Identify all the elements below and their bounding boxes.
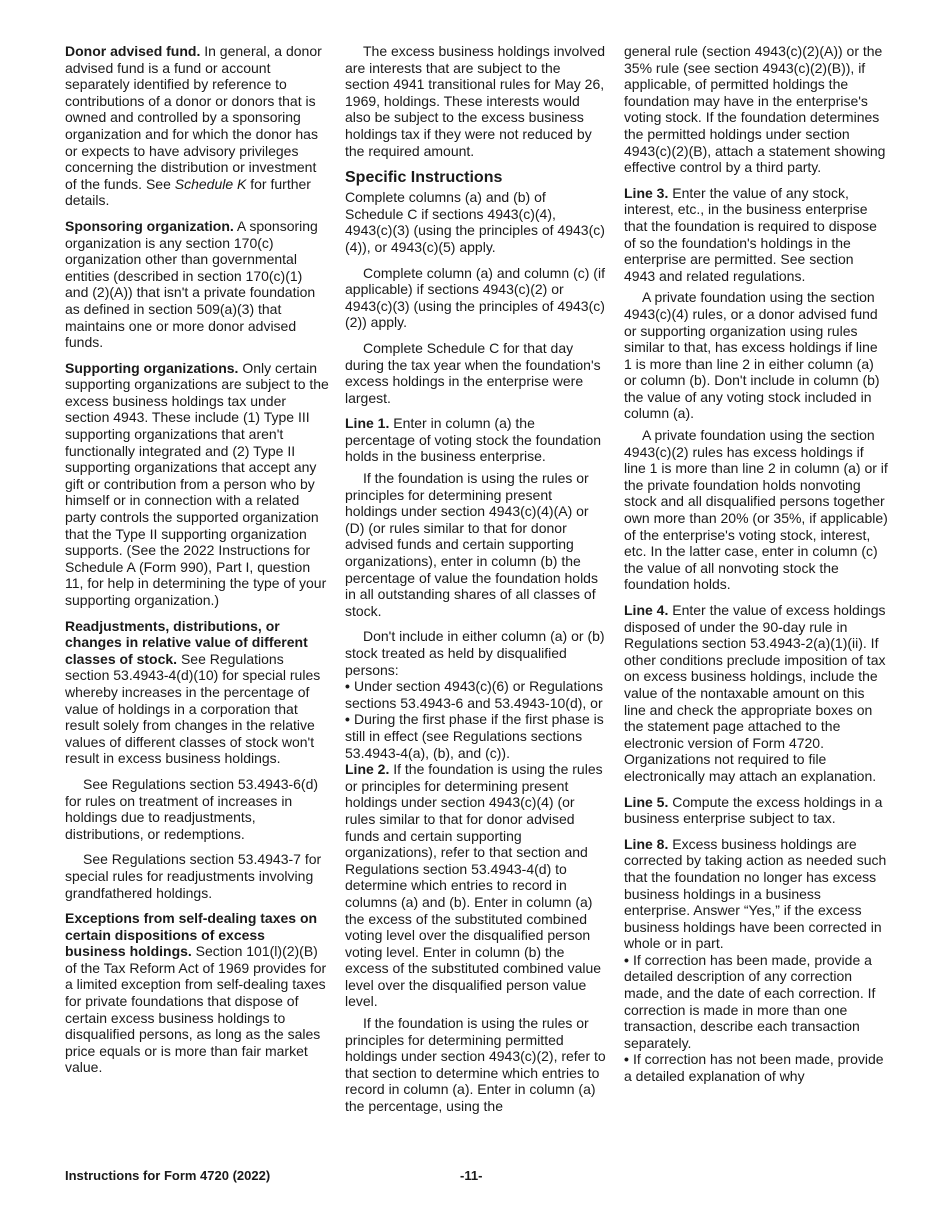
supporting-organizations-paragraph [65,360,329,609]
line-1-text: Enter in column (a) the percentage of voting stock the foundation holds in the business enterprise. [345,415,602,465]
bullet-text: During the first phase if the first phase is still in effect (see Regulations sections 53.4943-4(a), (b), and (c)). [345,711,604,761]
line-4-heading: Line 4. [624,602,669,618]
columns-ac-paragraph: Complete column (a) and column (c) (if applicable) if sections 4943(c)(2) or 4943(c)(3) (using the principles of 4943(c)(2)) apply. [345,264,605,331]
page-number: -11- [460,1168,483,1183]
private-foundation-4c2-paragraph: A private foundation using the section 4943(c)(2) rules has excess holdings if line 1 is more than line 2 in column (a) or if the private foundation holds nonvoting stock and all disqualified persons together own more than 20% (or 35%, if applicable) of the enterprise's voting stock, interest, etc. In the latter case, enter in column (c) the value of all nonvoting stock the foundation holds. [624,427,888,593]
donor-advised-fund-paragraph [65,43,329,209]
list-item [624,952,888,1052]
line-4-paragraph [624,602,888,785]
line-8-text: Excess business holdings are corrected by taking action as needed such that the foundation no longer has excess business holdings in a business enterprise. Answer “Yes,” if the excess business holdings have been corrected in whole or in part. [624,835,887,952]
supporting-organizations-text: Only certain supporting organizations are subject to the excess business holdings tax under section 4943. These include (1) Type III supporting organizations that aren't functionally integrated and (2) Type II supporting organizations that accept any gift or contribution from a person who by himself or in connection with a related party controls the supported organization that the Type II supporting organization supports. (See the 2022 Instructions for Schedule A (Form 990), Part I, question 11, for help in determining the type of your supporting organization.) [65,359,329,608]
permitted-holdings-paragraph: If the foundation is using the rules or principles for determining permitted holdings under section 4943(c)(2), refer to that section to determine which entries to record in column (a). Enter in column (a) the percentage, using the [345,1015,606,1115]
list-item [345,678,607,711]
list-item [624,1051,888,1084]
transitional-rules-paragraph: The excess business holdings involved are interests that are subject to the section 4941 transitional rules for May 26, 1969, holdings. These interests would also be subject to the excess business holdings tax if they were not reduced by the required amount. [345,43,606,159]
exceptions-heading: Exceptions from self-dealing taxes on certain dispositions of excess business holdings. [65,910,318,960]
list-item [345,711,607,761]
sponsoring-organization-paragraph [65,218,329,351]
sponsoring-organization-text: A sponsoring organization is any section 170(c) organization other than governmental entities (described in section 170(c)(1) and (2)(A)) that isn't a private foundation as defined in section 509(a)(3) that maintains one or more donor advised funds. [65,217,318,351]
bullet-icon: • [624,1051,629,1068]
exceptions-paragraph [65,910,329,1076]
footer-form-title: Instructions for Form 4720 (2022) [65,1168,271,1183]
schedule-k-reference: Schedule K [174,175,247,192]
readjustments-text: See Regulations section 53.4943-4(d)(10) for special rules whereby increases in the percentage of value of holdings in a corporation that result solely from changes in the relative values of different classes of stock won't result in excess business holdings. [65,650,321,767]
line-3-heading: Line 3. [624,184,669,201]
private-foundation-4c4-paragraph: A private foundation using the section 4943(c)(4) rules, or a donor advised fund or supporting organization using rules similar to that, has excess holdings if line 1 is more than line 2 in either column (a) or column (b). Don't include in column (b) the value of any voting stock included in column (a). [624,289,880,422]
line-5-paragraph [624,794,888,827]
donor-advised-fund-heading: Donor advised fund. [65,43,201,59]
line-3-paragraph [624,185,888,285]
present-holdings-paragraph: If the foundation is using the rules or principles for determining present holdings under section 4943(c)(4)(A) or (D) (or rules similar to that for donor advised funds and certain supporting organizations), enter in column (b) the percentage of value the foundation holds in all outstanding shares of all classes of stock. [345,470,598,619]
bullet-icon: • [345,678,350,695]
line-2-paragraph [345,761,607,1010]
column-right [624,43,888,1085]
line-2-heading: Line 2. [345,761,390,778]
bullet-text: If correction has been made, provide a detailed description of any correction made, and the date of each correction. If correction is made in more than one transaction, describe each transaction separately. [624,951,876,1051]
schedule-c-day-paragraph: Complete Schedule C for that day during the tax year when the foundation's excess holdings in the enterprise were largest. [345,339,601,406]
line-5-heading: Line 5. [624,793,669,810]
column-left [65,43,329,1085]
exceptions-text: Section 101(l)(2)(B) of the Tax Reform Act of 1969 provides for a limited exception from self-dealing taxes for private foundations that dispose of certain excess business holdings to disqualified persons, as long as the sales price equals or is more than fair market value. [65,943,327,1076]
regulations-7-paragraph: See Regulations section 53.4943-7 for special rules for readjustments involving grandfathered holdings. [65,851,322,901]
readjustments-paragraph [65,618,329,767]
line-4-text: Enter the value of excess holdings disposed of under the 90-day rule in Regulations section 53.4943-2(a)(1)(ii). If other conditions preclude imposition of tax on excess business holdings, include the value of the nontaxable amount on this line and check the appropriate boxes on the statement page attached to the electronic version of Form 4720. Organizations not required to file electronically may attach an explanation. [624,602,886,784]
dont-include-paragraph: Don't include in either column (a) or (b) stock treated as held by disqualified persons: [345,628,605,678]
bullet-text: Under section 4943(c)(6) or Regulations sections 53.4943-6 and 53.4943-10(d), or [345,678,604,711]
line-8-heading: Line 8. [624,835,669,852]
regulations-6d-paragraph: See Regulations section 53.4943-6(d) for rules on treatment of increases in holdings due to readjustments, distributions, or redemptions. [65,775,319,842]
line-2-text: If the foundation is using the rules or principles for determining present holdings under section 4943(c)(4) (or rules similar to that for donor advised funds and certain supporting organizations), refer to that section and Regulations section 53.4943-4(d) to determine which entries to record in columns (a) and (b). Enter in column (a) the excess of the substituted combined voting level over the disqualified person voting level. Enter in column (b) the excess of the substituted combined value level over the disqualified person value level. [345,761,603,1010]
supporting-organizations-heading: Supporting organizations. [65,359,239,376]
readjustments-heading: Readjustments, distributions, or changes in relative value of different classes of stock. [65,617,308,667]
sponsoring-organization-heading: Sponsoring organization. [65,217,234,234]
line-8-paragraph [624,836,888,952]
column-middle [345,43,607,1124]
line-5-text: Compute the excess holdings in a business enterprise subject to tax. [624,793,883,827]
general-rule-paragraph: general rule (section 4943(c)(2)(A)) or the 35% rule (see section 4943(c)(2)(B)), if applicable, of permitted holdings the foundation may have in the enterprise's voting stock. If the foundation determines the permitted holdings under section 4943(c)(2)(B), attach a statement showing effective control by a third party. [624,43,886,176]
line-3-text: Enter the value of any stock, interest, etc., in the business enterprise that the foundation is required to dispose of so the foundation's holdings in the enterprise are permitted. See section 4943 and related regulations. [624,184,877,284]
line-1-heading: Line 1. [345,415,390,432]
line-1-paragraph [345,415,607,465]
donor-advised-fund-text: In general, a donor advised fund is a fund or account separately identified by reference to contributions of a donor or donors that is owned and controlled by a sponsoring organization and for which the donor has or expects to have advisory privileges concerning the distribution or investment of the funds. See [65,43,322,192]
columns-ab-paragraph: Complete columns (a) and (b) of Schedule C if sections 4943(c)(4), 4943(c)(3) (using the principles of 4943(c)(4)), or 4943(c)(5) apply. [345,189,605,255]
bullet-icon: • [624,951,629,968]
donor-advised-fund-text-end: for further details. [65,175,311,209]
bullet-text: If correction has not been made, provide a detailed explanation of why [624,1051,884,1085]
bullet-icon: • [345,711,350,728]
specific-instructions-heading: Specific Instructions [345,169,503,187]
